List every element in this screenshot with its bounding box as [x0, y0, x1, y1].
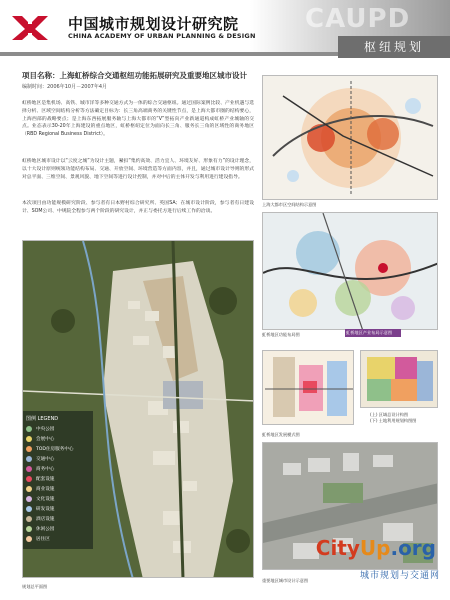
legend-marker-icon — [26, 506, 32, 512]
legend-marker-icon — [26, 426, 32, 432]
legend-item: 居住区 — [26, 535, 90, 545]
cityup-subtitle: 城市规划与交通网 — [359, 571, 440, 581]
cityup-logo-org: .org — [390, 536, 436, 560]
project-paragraph-3: 本次项目由功能规模研究阶段、参与者有日本野村综合研究所、英国SA；在城市设计阶段，参与者有日建设计、SOM公司、中规院全程参与两个阶段的研究设计，并正与委托方进行后续工作的洽谈。 — [22, 201, 254, 214]
legend-item: 中央公园 — [26, 425, 90, 435]
caption-regional-structure: 上海大都市区空间结构示意图 — [262, 202, 317, 207]
legend-marker-icon — [26, 526, 32, 532]
legend-item: 休闲公园 — [26, 525, 90, 535]
caption-master-plan: 规划总平面图 — [22, 584, 48, 589]
legend-item: 商务中心 — [26, 465, 90, 475]
legend-marker-icon — [26, 446, 32, 452]
org-name-en: CHINA ACADEMY OF URBAN PLANNING & DESIGN — [68, 32, 256, 40]
legend-marker-icon — [26, 516, 32, 522]
legend-list — [26, 425, 90, 545]
caption-industry: 虹桥地区产业布局示意图 — [346, 330, 393, 335]
header-watermark: CAUPD — [305, 4, 411, 34]
section-tag: 枢纽规划 — [338, 36, 450, 58]
caupd-logo-icon — [8, 12, 52, 42]
legend-marker-icon — [26, 486, 32, 492]
function-layout-diagram — [262, 212, 438, 330]
legend-marker-icon — [26, 466, 32, 472]
development-model-diagram — [262, 350, 354, 425]
legend-marker-icon — [26, 496, 32, 502]
legend-item: TOD住房服务中心 — [26, 445, 90, 455]
legend-title: 图例 LEGEND — [26, 416, 59, 422]
project-paragraph-2: 虹桥地区城市设计以“云度之城”为设计主题，紧扣“集约高效、活力宜人、环境友好、形象有力”的设计理念，以十大设计原则统领功能结构布局、交通、开放空间、环境营造等方面内容，并且，通过城市设计导则的形式对总平面、三维空间、景观风貌、地下空间等进行设计控制，并对中后的主体开发与利用进行建设指导。 — [22, 159, 254, 180]
legend-item: 研发设施 — [26, 505, 90, 515]
cityup-logo-up: Up — [359, 536, 391, 560]
legend-item: 文化设施 — [26, 495, 90, 505]
legend-item: 酒店设施 — [26, 515, 90, 525]
legend-marker-icon — [26, 456, 32, 462]
project-title: 项目名称：上海虹桥综合交通枢纽功能拓展研究及重要地区城市设计 — [22, 71, 247, 80]
cityup-logo-city: City — [315, 536, 360, 560]
caption-zones: (上) 区域总设计构图 (下) 土地利用规划构图图 — [370, 412, 417, 423]
legend-marker-icon — [26, 436, 32, 442]
project-date: 编制时间：2006年10月－2007年4月 — [22, 84, 107, 90]
cityup-logo — [316, 536, 436, 560]
legend-item: 交通中心 — [26, 455, 90, 465]
legend-item: 配套设施 — [26, 475, 90, 485]
caption-development-model: 虹桥地区发展模式图 — [262, 432, 300, 437]
legend-marker-icon — [26, 536, 32, 542]
org-name-cn: 中国城市规划设计研究院 — [68, 15, 239, 33]
legend-item: 商业设施 — [26, 485, 90, 495]
regional-structure-diagram — [262, 75, 438, 200]
legend-item: 会展中心 — [26, 435, 90, 445]
zone-plan-diagram — [360, 350, 438, 408]
legend-marker-icon — [26, 476, 32, 482]
project-paragraph-1: 虹桥地区是集机场、高铁、城市洋等多种交通方式为一体的综合交通枢纽。通过国际案例比较、产业机遇与选择分析、区域空间结构分析等方法确定目标为：长三角高端商务的关键性节点，是上海大都市圈的结构要心，上海西部的战略要点；是上海东西拓展服务轴与上海大都市的“V”型拓向产业新通道构成虹桥产业城轴的交点。业态表示30-20年上海建设的重点地区，虹桥枢纽定位为面向长三角、服务长三角的区域性的商务地区（RBD Regional Business District）。 — [22, 101, 254, 138]
caption-function-layout: 虹桥地区功能布局图 — [262, 332, 300, 337]
caption-aerial: 重要地区城市设计示意图 — [262, 578, 309, 583]
